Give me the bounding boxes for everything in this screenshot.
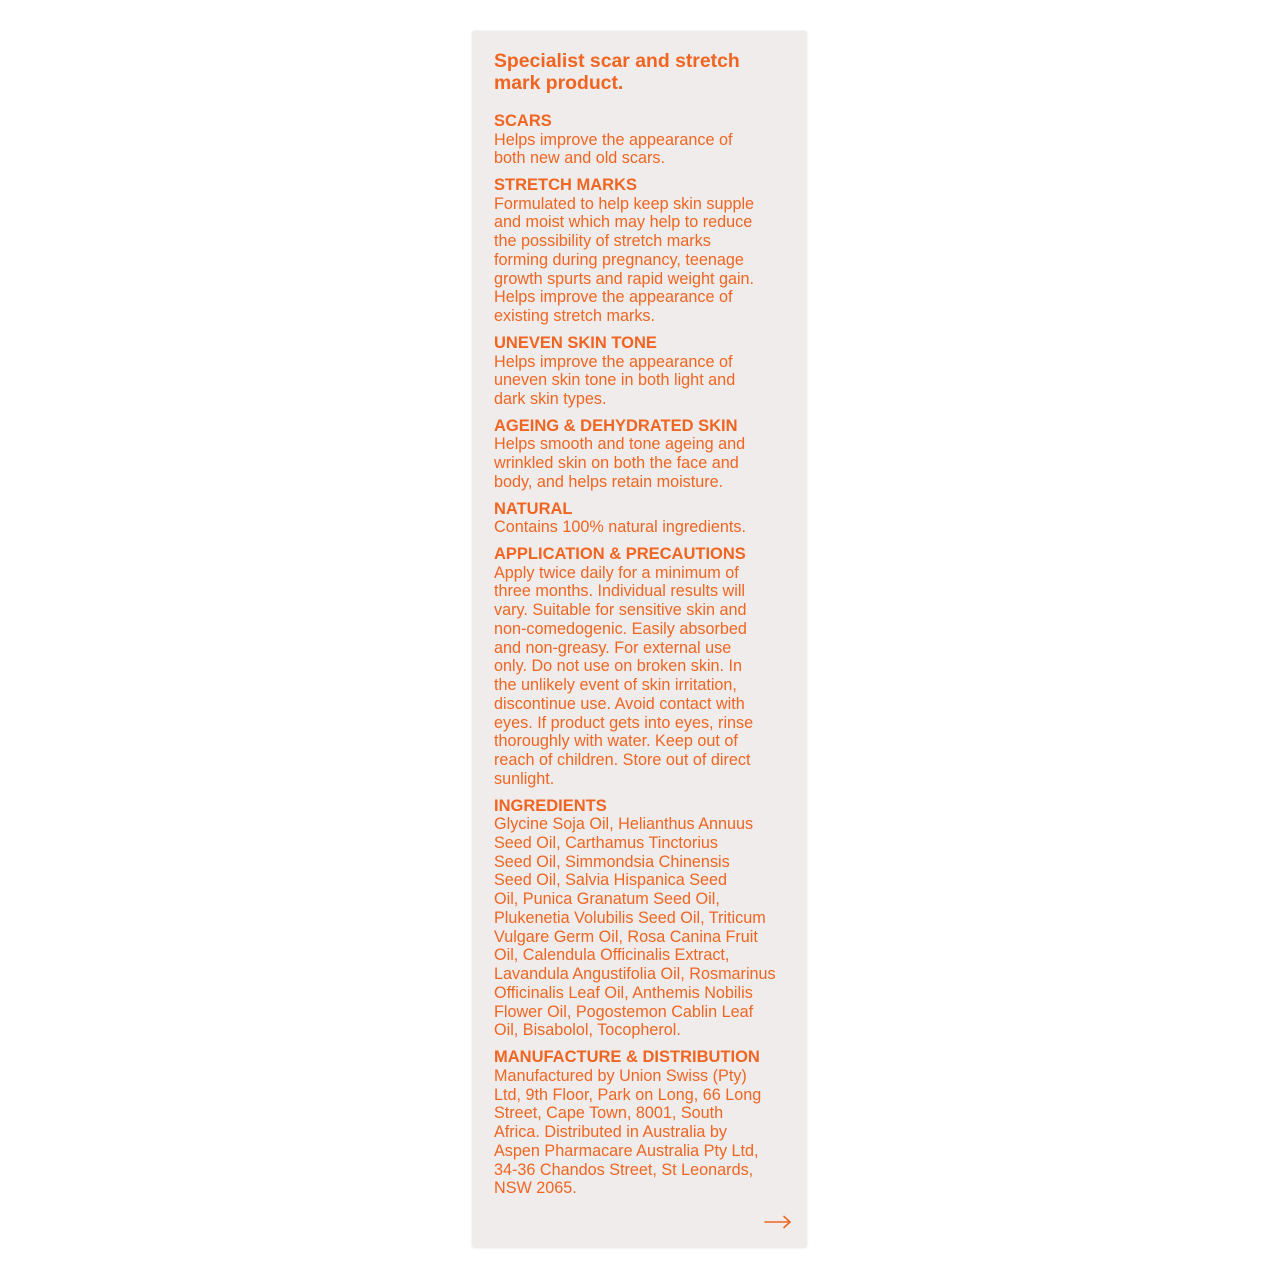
section-application-precautions: [494, 545, 799, 789]
headline: Specialist scar and stretch mark product.: [494, 50, 740, 94]
section-ageing-dehydrated-skin: [494, 417, 799, 492]
section-title: SCARS: [494, 112, 552, 130]
section-stretch-marks: [494, 176, 799, 326]
section-body: Contains 100% natural ingredients.: [494, 518, 746, 537]
section-title: UNEVEN SKIN TONE: [494, 333, 657, 352]
section-body: Apply twice daily for a minimum of three months. Individual results will vary. Suitable for sensitive skin and non-comedogenic. Easily absorbed and non-greasy. For external use only. Do not use on broken skin. In the unlikely event of skin irritation, discontinue use. Avoid contact with eyes. If product gets into eyes, rinse thoroughly with water. Keep out of reach of children. Store out of direct sunlight.: [494, 563, 754, 788]
section-body: Helps improve the appearance of uneven skin tone in both light and dark skin types.: [494, 352, 736, 409]
section-title: NATURAL: [494, 499, 573, 518]
section-body: Glycine Soja Oil, Helianthus Annuus Seed Oil, Carthamus Tinctorius Seed Oil, Simmondsia Chinensis Seed Oil, Salvia Hispanica Seed Oil, Punica Granatum Seed Oil, Plukenetia Volubilis Seed Oil, Triticum Vulgare Germ Oil, Rosa Canina Fruit Oil, Calendula Officinalis Extract, Lavandula Angustifolia Oil, Rosmarinus Officinalis Leaf Oil, Anthemis Nobilis Flower Oil, Pogostemon Cablin Leaf Oil, Bisabolol, Tocopherol.: [494, 815, 776, 1040]
section-title: STRETCH MARKS: [494, 176, 637, 195]
section-ingredients: [494, 797, 799, 1041]
section-body: Formulated to help keep skin supple and moist which may help to reduce the possibility of stretch marks forming during pregnancy, teenage growth spurts and rapid weight gain. Helps improve the appearance of existing stretch marks.: [494, 194, 755, 326]
section-body: Helps smooth and tone ageing and wrinkled skin on both the face and body, and helps retain moisture.: [494, 435, 746, 491]
section-scars: [494, 112, 799, 168]
product-box-panel: [472, 31, 807, 1248]
section-natural: [494, 500, 799, 537]
section-uneven-skin-tone: [494, 334, 799, 409]
section-title: AGEING & DEHYDRATED SKIN: [494, 416, 738, 435]
section-title: INGREDIENTS: [494, 796, 607, 815]
arrow-right-icon: [764, 1215, 792, 1229]
section-title: MANUFACTURE & DISTRIBUTION: [494, 1048, 760, 1067]
section-manufacture-distribution: [494, 1048, 799, 1198]
section-body: Helps improve the appearance of both new and old scars.: [494, 130, 733, 168]
panel-content: [494, 50, 799, 1206]
section-title: APPLICATION & PRECAUTIONS: [494, 544, 746, 563]
section-body: Manufactured by Union Swiss (Pty) Ltd, 9th Floor, Park on Long, 66 Long Street, Cape Town, 8001, South Africa. Distributed in Australia by Aspen Pharmacare Australia Pty Ltd, 34-36 Chandos Street, St Leonards, NSW 2065.: [494, 1066, 762, 1198]
